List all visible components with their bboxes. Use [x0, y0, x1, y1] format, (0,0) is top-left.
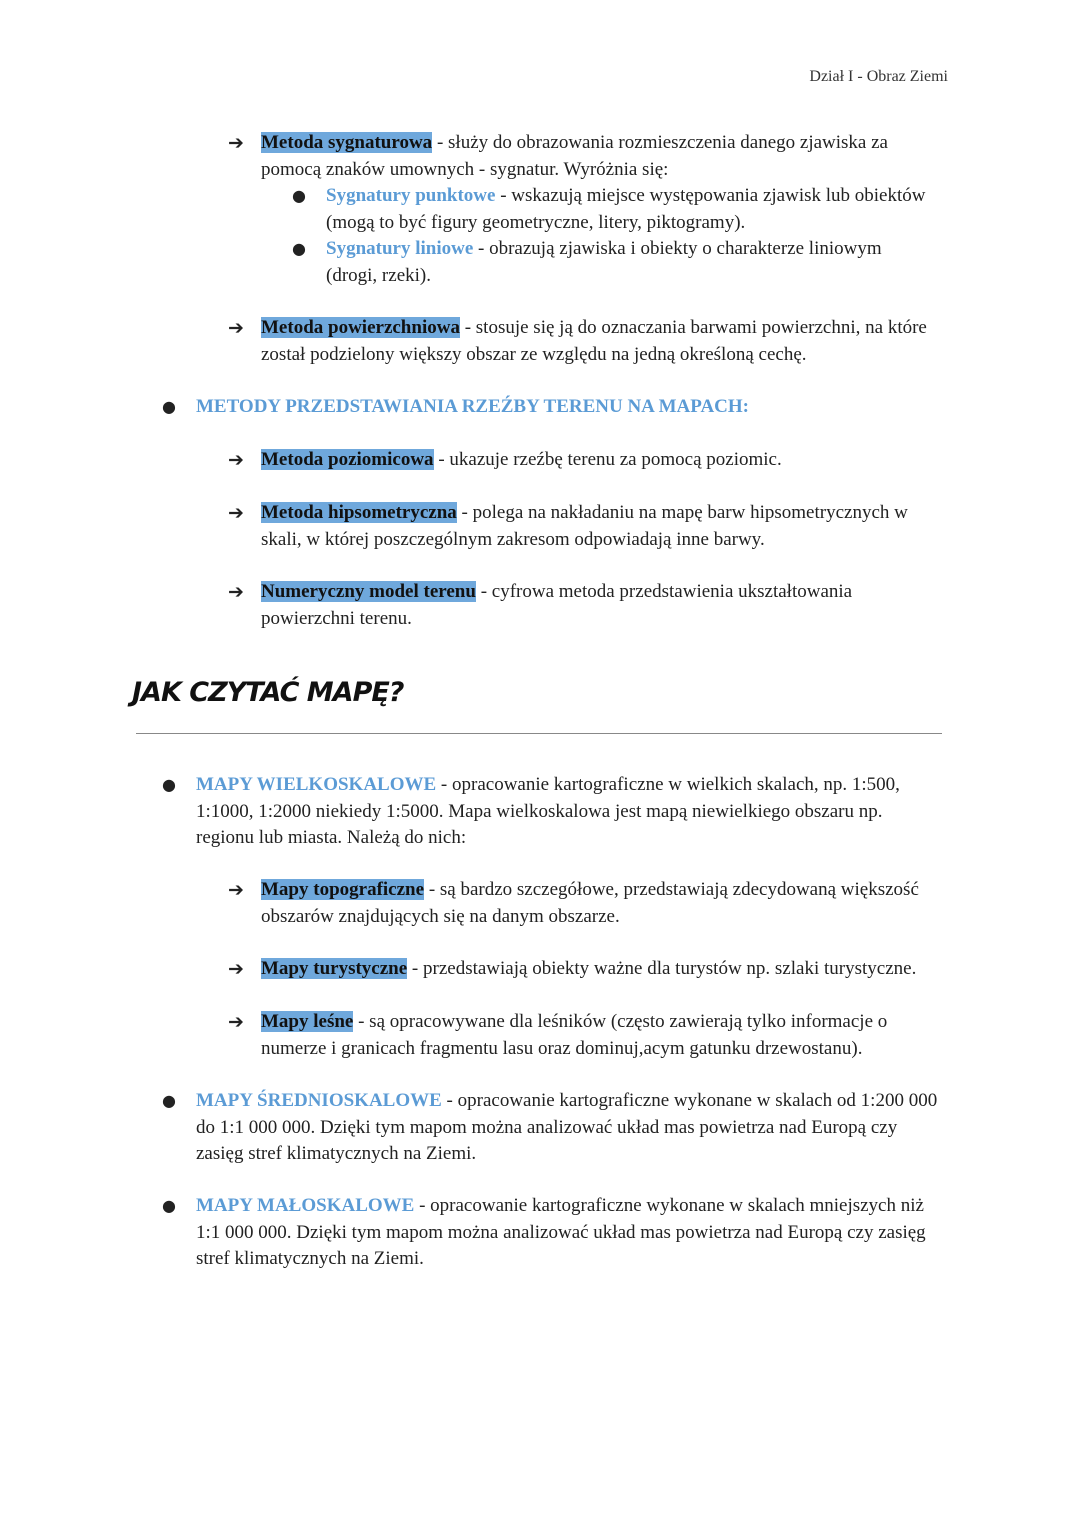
term-blue: MAPY ŚREDNIOSKALOWE: [196, 1090, 442, 1111]
arrow-icon: ➔: [228, 958, 244, 980]
relief-heading: METODY PRZEDSTAWIANIA RZEŹBY TERENU NA MAPACH:: [196, 396, 750, 417]
arrow-icon: ➔: [228, 879, 244, 901]
list-item-hipsometryczna: [228, 500, 948, 553]
arrow-icon: ➔: [228, 1011, 244, 1033]
term-highlight: Mapy topograficzne: [261, 879, 425, 900]
list-item-lesne: [228, 1009, 948, 1062]
list-item-sygnatury-liniowe: [292, 236, 932, 289]
arrow-icon: ➔: [228, 581, 244, 603]
arrow-icon: ➔: [228, 449, 244, 471]
term-blue: Sygnatury punktowe: [326, 185, 496, 206]
bullet-icon: ●: [162, 1196, 176, 1215]
term-blue: MAPY MAŁOSKALOWE: [196, 1195, 415, 1216]
term-description: - przedstawiają obiekty ważne dla turystów np. szlaki turystyczne.: [407, 958, 917, 979]
term-highlight: Mapy leśne: [261, 1011, 354, 1032]
page-header: Dział I - Obraz Ziemi: [809, 68, 948, 85]
term-highlight: Metoda powierzchniowa: [261, 317, 460, 338]
term-blue: Sygnatury liniowe: [326, 238, 474, 259]
term-description: - stosuje się ją do oznaczania barwami powierzchni, na które został podzielony większy obszar ze względu na jedną określoną cechę.: [261, 317, 927, 365]
list-item-sygnatury-punktowe: [292, 183, 932, 236]
term-description: - opracowanie kartograficzne wykonane w skalach od 1:200 000 do 1:1 000 000. Dzięki tym mapom można analizować układ mas powietrza nad Europą czy zasięg stref klimatycznych na Ziemi.: [196, 1090, 938, 1164]
bullet-icon: ●: [162, 397, 176, 416]
term-description: - służy do obrazowania rozmieszczenia danego zjawiska za pomocą znaków umownych - sygnatur. Wyróżnia się:: [261, 132, 888, 180]
term-description: - cyfrowa metoda przedstawienia ukształtowania powierzchni terenu.: [261, 581, 853, 629]
bullet-icon: ●: [162, 775, 176, 794]
list-item-wielkoskalowe: [162, 772, 942, 852]
list-item-relief-heading: [162, 394, 942, 421]
term-blue: MAPY WIELKOSKALOWE: [196, 774, 437, 795]
bullet-icon: ●: [162, 1091, 176, 1110]
list-item-turystyczne: [228, 956, 968, 983]
arrow-icon: ➔: [228, 132, 244, 154]
term-highlight: Metoda sygnaturowa: [261, 132, 433, 153]
term-highlight: Metoda poziomicowa: [261, 449, 434, 470]
term-highlight: Numeryczny model terenu: [261, 581, 476, 602]
term-description: - wskazują miejsce występowania zjawisk lub obiektów (mogą to być figury geometryczne, litery, piktogramy).: [326, 185, 926, 233]
arrow-icon: ➔: [228, 317, 244, 339]
term-description: - obrazują zjawiska i obiekty o charakterze liniowym (drogi, rzeki).: [326, 238, 882, 286]
section-divider: [136, 733, 942, 734]
term-highlight: Metoda hipsometryczna: [261, 502, 457, 523]
bullet-icon: ●: [292, 186, 306, 205]
term-description: - ukazuje rzeźbę terenu za pomocą poziomic.: [433, 449, 782, 470]
list-item-powierzchniowa: [228, 315, 948, 368]
term-description: - polega na nakładaniu na mapę barw hipsometrycznych w skali, w której poszczególnym zakresom odpowiadają inne barwy.: [261, 502, 908, 550]
term-description: - są opracowywane dla leśników (często zawierają tylko informacje o numerze i granicach fragmentu lasu oraz dominuj,acym gatunku drzewostanu).: [261, 1011, 888, 1059]
list-item-maloskalowe: [162, 1193, 942, 1273]
term-description: - są bardzo szczegółowe, przedstawiają zdecydowaną większość obszarów znajdujących się na danym obszarze.: [261, 879, 919, 927]
list-item-poziomicowa: [228, 447, 948, 474]
list-item-srednioskalowe: [162, 1088, 942, 1168]
list-item-topograficzne: [228, 877, 948, 930]
list-item-numeryczny-model: [228, 579, 948, 632]
arrow-icon: ➔: [228, 502, 244, 524]
bullet-icon: ●: [292, 239, 306, 258]
term-description: - opracowanie kartograficzne wykonane w skalach mniejszych niż 1:1 000 000. Dzięki tym mapom można analizować układ mas powietrza nad Europą czy zasięg stref klimatycznych na Ziemi.: [196, 1195, 926, 1269]
section-title: JAK CZYTAĆ MAPĘ?: [132, 677, 404, 708]
term-description: - opracowanie kartograficzne w wielkich skalach, np. 1:500, 1:1000, 1:2000 niekiedy 1:5000. Mapa wielkoskalowa jest mapą niewielkiego obszaru np. regionu lub miasta. Należą do nich:: [196, 774, 900, 848]
list-item-sygnaturowa: [228, 130, 948, 183]
term-highlight: Mapy turystyczne: [261, 958, 408, 979]
